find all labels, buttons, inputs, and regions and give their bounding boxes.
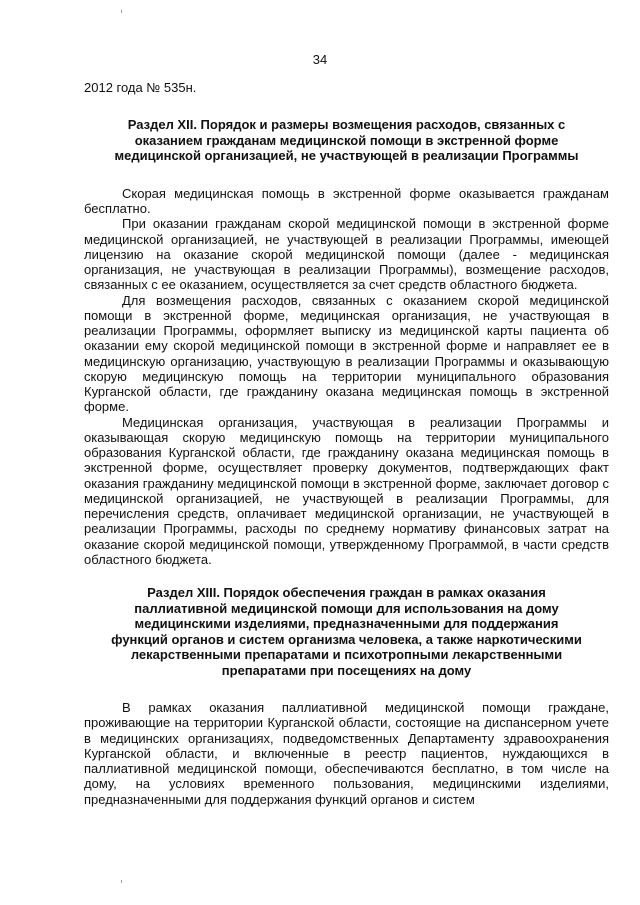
heading-line: медицинскими изделиями, предназначенными для поддержания [134,616,559,631]
paragraph: В рамках оказания паллиативной медицинской помощи граждане, проживающие на территории Курганской области, состоящие на диспансерном учете в медицинских организациях, подведомственных Департаменту здравоохранения Курганской области, и включенные в реестр пациентов, нуждающихся в паллиативной медицинской помощи, обеспечиваются бесплатно, в том числе на дому, на условиях временного пользования, медицинскими изделиями, предназначенными для поддержания функций органов и систем [84,700,609,807]
heading-line: Раздел XII. Порядок и размеры возмещения расходов, связанных с [127,117,566,133]
paragraph: Для возмещения расходов, связанных с оказанием скорой медицинской помощи в экстренной форме, медицинская организация, не участвующая в реализации Программы, оформляет выписку из медицинской карты пациента об оказании ему скорой медицинской помощи в экстренной форме и направляет ее в медицинскую организацию, участвующую в реализации Программы и оказывающую скорую медицинскую помощь на территории муниципального образования Курганской области, где гражданину оказана медицинская помощь в экстренной форме. [84,292,609,415]
document-body [84,80,609,807]
heading-line: лекарственными препаратами и психотропными лекарственными [130,647,563,662]
heading-line: паллиативной медицинской помощи для использования на дому [134,600,559,616]
page-number: 34 [312,52,328,67]
section-xii [84,117,609,567]
section-heading [84,117,609,164]
scan-speck [121,880,122,883]
section-xiii [84,585,609,807]
paragraph: Медицинская организация, участвующая в реализации Программы и оказывающая скорую медицинскую помощь на территории муниципального образования Курганской области, где гражданину оказана медицинская помощь в экстренной форме, осуществляет проверку документов, подтверждающих факт оказания гражданину медицинской помощи в экстренной форме, заключает договор с медицинской организацией, не участвующей в реализации Программы, для перечисления средств, оплачивает медицинской организации, не участвующей в реализации Программы, расходы по среднему нормативу финансовых затрат на оказание скорой медицинской помощи, утвержденному Программой, в части средств областного бюджета. [84,414,609,567]
heading-line: медицинской организацией, не участвующей в реализации Программы [114,148,579,164]
section-spacer [84,567,609,585]
heading-line: Раздел XIII. Порядок обеспечения граждан в рамках оказания [147,585,546,600]
section-heading [84,585,609,678]
scan-speck [121,10,122,13]
heading-line: оказанием гражданам медицинской помощи в экстренной форме [134,132,559,148]
paragraph: При оказании гражданам скорой медицинской помощи в экстренной форме медицинской организацией, не участвующей в реализации Программы, имеющей лицензию на оказание скорой медицинской помощи (далее - медицинская организация, не участвующая в реализации Программы), возмещение расходов, связанных с ее оказанием, осуществляется за счет средств областного бюджета. [84,216,609,293]
heading-line: препаратами при посещениях на дому [221,662,472,678]
intro-line: 2012 года № 535н. [84,80,197,95]
heading-line: функций органов и систем организма человека, а также наркотическими [111,631,582,647]
paragraph: Скорая медицинская помощь в экстренной форме оказывается гражданам бесплатно. [84,185,609,216]
